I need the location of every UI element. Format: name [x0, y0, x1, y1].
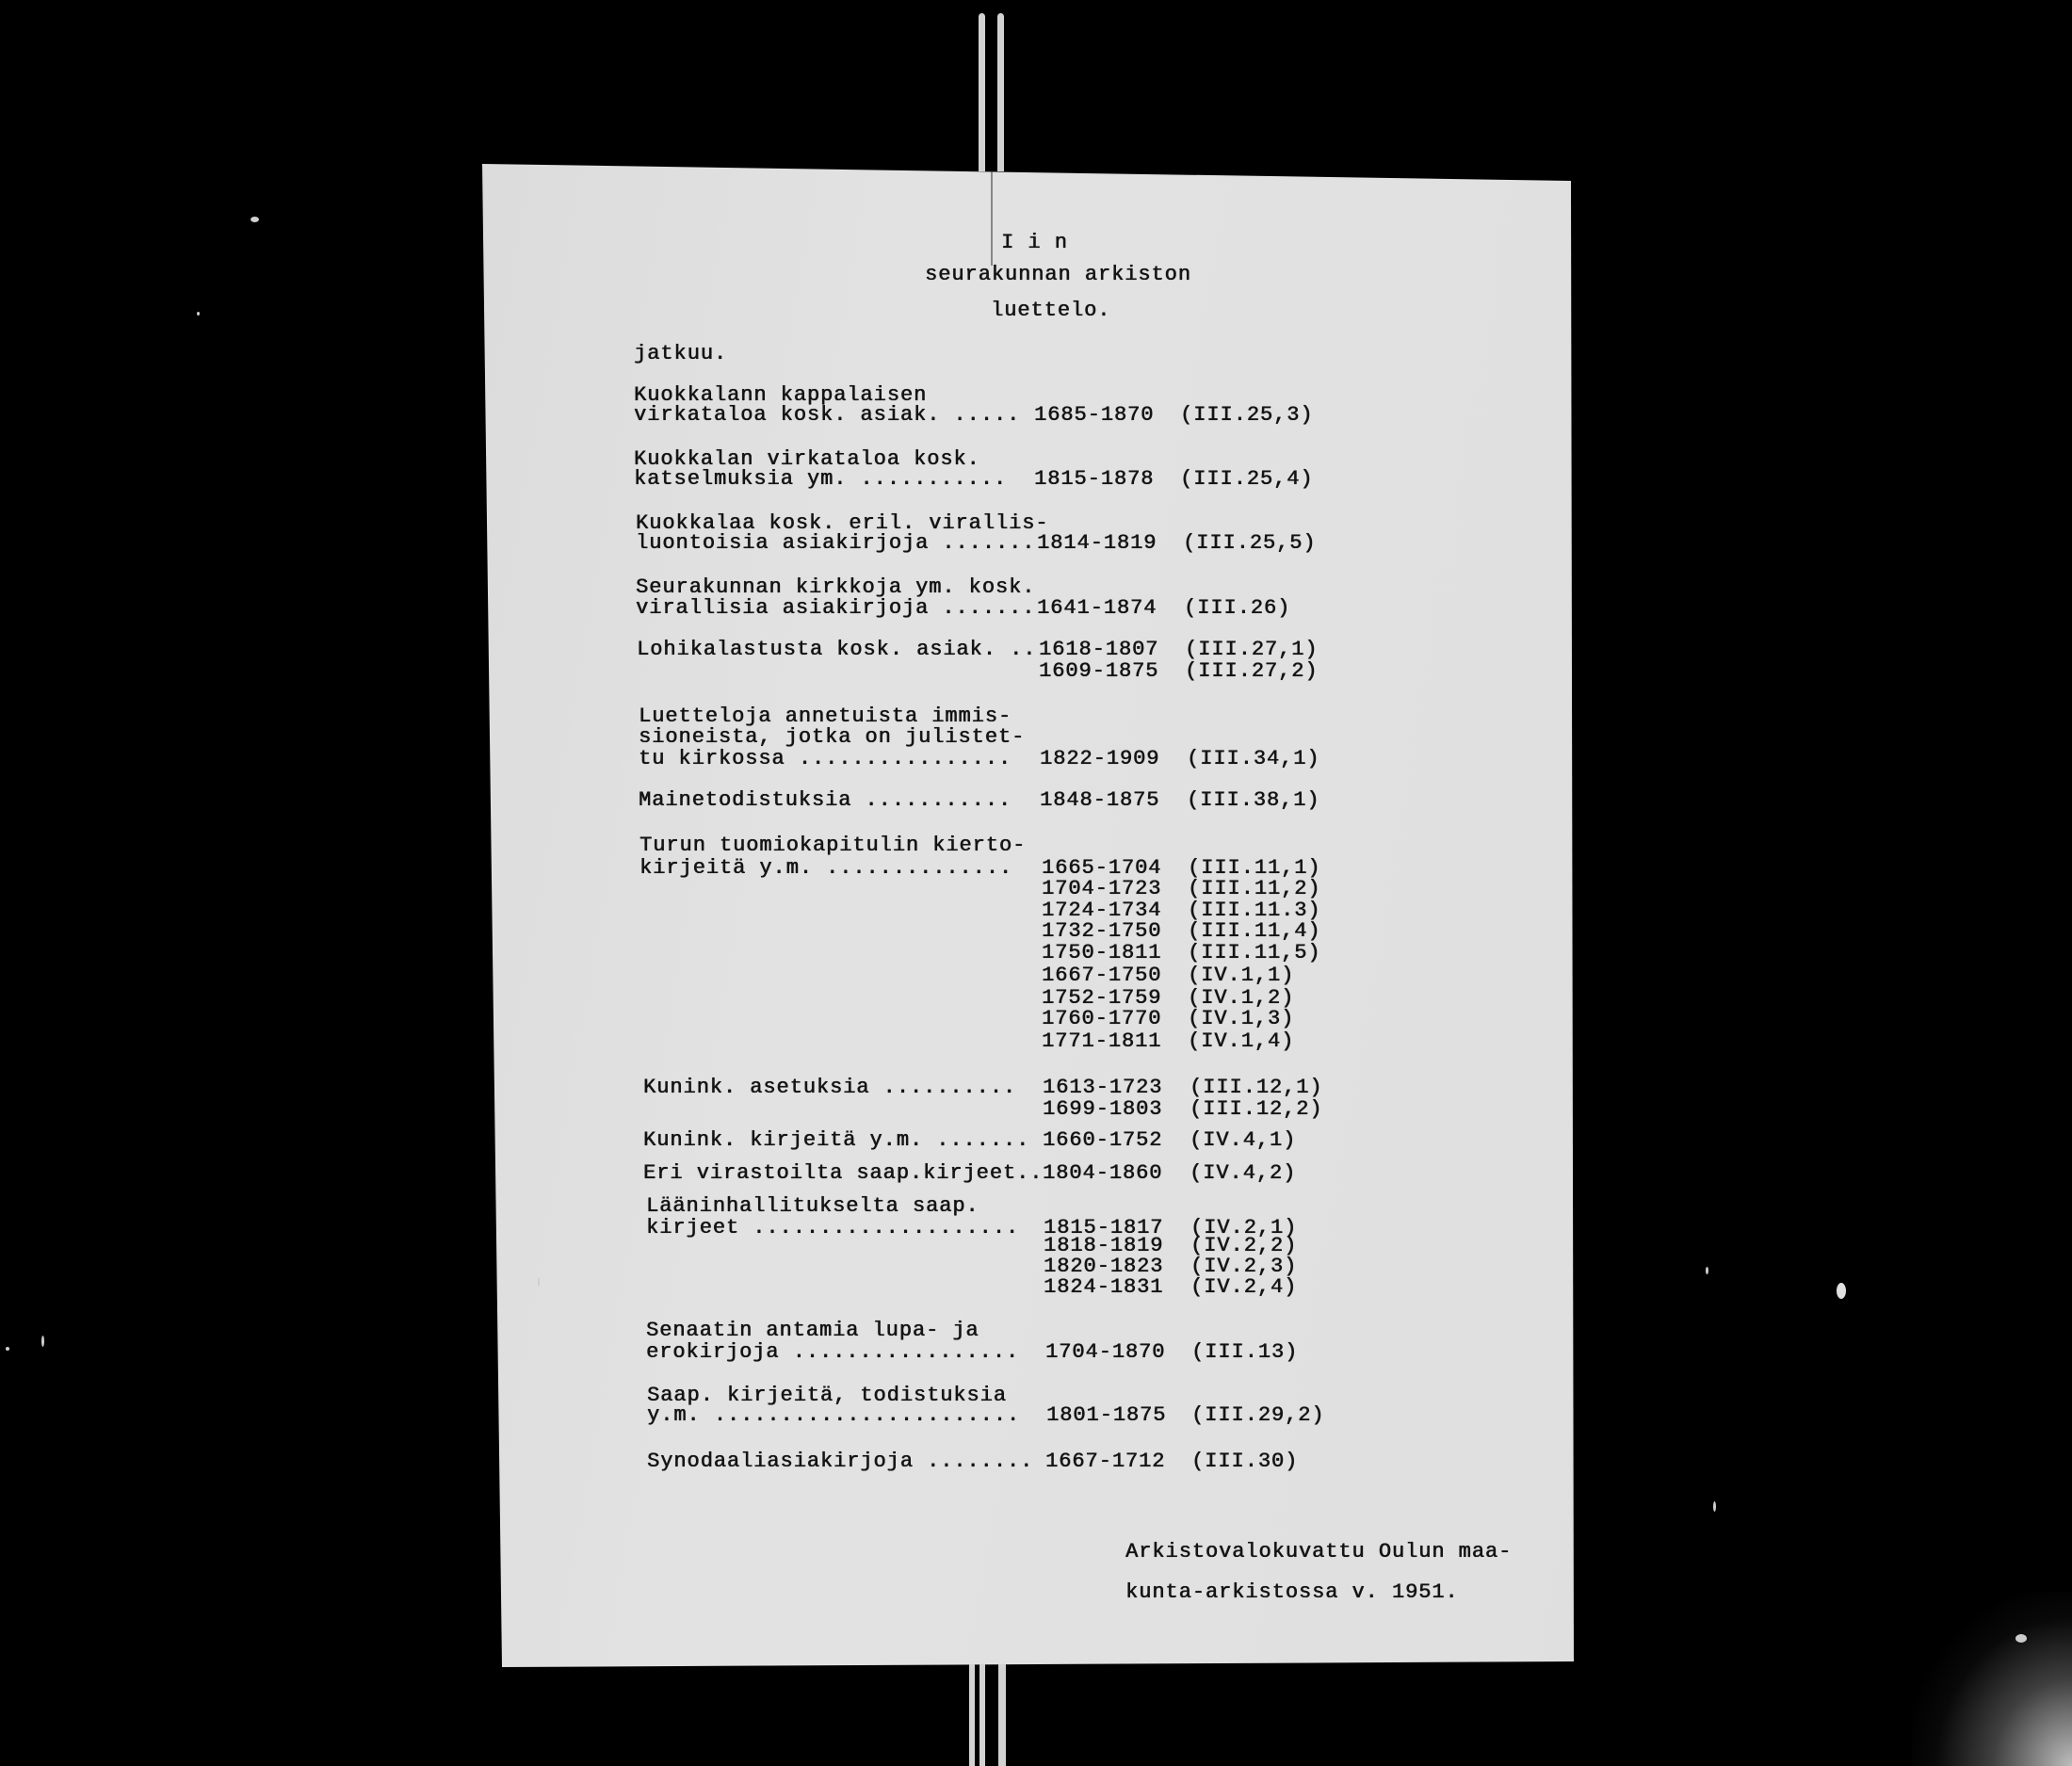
entry-date-range: 1699-1803	[1043, 1097, 1163, 1121]
entry-archive-code: (III.11,2)	[1188, 877, 1321, 900]
binding-strip-top-right	[997, 13, 1004, 171]
entry-description-line: Saap. kirjeitä, todistuksia	[647, 1384, 1007, 1407]
entry-description-line: y.m. .......................	[647, 1403, 1020, 1427]
entry-date-range: 1824-1831	[1044, 1275, 1164, 1299]
entry-description-line: Kuokkalaa kosk. eril. virallis-	[636, 511, 1049, 535]
entry-description-line: luontoisia asiakirjoja .......	[636, 531, 1036, 555]
entry-date-range: 1641-1874	[1037, 596, 1157, 620]
entry-description-line: Synodaaliasiakirjoja ........	[647, 1450, 1034, 1473]
dust-speck	[1837, 1283, 1846, 1299]
entry-archive-code: (IV.2,3)	[1190, 1255, 1298, 1278]
entry-archive-code: (III.27,2)	[1185, 659, 1319, 683]
continuation-note: jatkuu.	[634, 342, 727, 365]
entry-date-range: 1814-1819	[1037, 531, 1157, 555]
entry-description-line: tu kirkossa ................	[639, 747, 1012, 770]
entry-description-line: Senaatin antamia lupa- ja	[646, 1319, 979, 1342]
entry-archive-code: (III.13)	[1191, 1340, 1299, 1364]
entry-description-line: Kunink. kirjeitä y.m. .......	[643, 1128, 1030, 1152]
binding-strip-bottom-left	[969, 1664, 975, 1766]
film-light-leak	[1912, 1592, 2072, 1766]
entry-archive-code: (III.27,1)	[1185, 638, 1319, 661]
entry-archive-code: (IV.1,4)	[1188, 1029, 1295, 1053]
entry-archive-code: (IV.1,3)	[1188, 1007, 1295, 1030]
entry-archive-code: (III.11,5)	[1188, 941, 1321, 964]
entry-description-line: virallisia asiakirjoja .......	[636, 596, 1036, 620]
entry-archive-code: (III.25,5)	[1183, 531, 1317, 555]
entry-archive-code: (IV.1,2)	[1188, 986, 1295, 1010]
entry-archive-code: (IV.2,4)	[1190, 1275, 1298, 1299]
entry-date-range: 1609-1875	[1039, 659, 1159, 683]
dust-speck	[538, 1277, 540, 1287]
entry-description-line: Seurakunnan kirkkoja ym. kosk.	[636, 575, 1036, 599]
entry-archive-code: (III.12,1)	[1190, 1076, 1323, 1099]
entry-archive-code: (IV.4,1)	[1190, 1128, 1297, 1152]
entry-archive-code: (III.30)	[1191, 1450, 1299, 1473]
entry-description-line: kirjeet ....................	[646, 1216, 1019, 1239]
entry-date-range: 1613-1723	[1043, 1076, 1163, 1099]
entry-date-range: 1667-1750	[1042, 964, 1162, 987]
entry-description-line: Mainetodistuksia ...........	[639, 788, 1012, 812]
entry-description-line: Kuokkalan virkataloa kosk.	[634, 447, 980, 471]
entry-description-line: kirjeitä y.m. ..............	[639, 856, 1012, 880]
entry-date-range: 1618-1807	[1039, 638, 1159, 661]
document-title-parish: I i n	[1001, 231, 1068, 254]
entry-date-range: 1732-1750	[1042, 919, 1162, 943]
entry-archive-code: (III.25,3)	[1180, 403, 1314, 427]
entry-description-line: Eri virastoilta saap.kirjeet..	[643, 1161, 1044, 1185]
entry-description-line: Kuokkalann kappalaisen	[634, 383, 928, 407]
entry-date-range: 1804-1860	[1043, 1161, 1163, 1185]
dust-speck	[1706, 1267, 1708, 1274]
entry-archive-code: (III.11.3)	[1188, 899, 1321, 922]
entry-date-range: 1815-1817	[1044, 1216, 1164, 1239]
entry-date-range: 1704-1723	[1042, 877, 1162, 900]
entry-date-range: 1750-1811	[1042, 941, 1162, 964]
entry-date-range: 1760-1770	[1042, 1007, 1162, 1030]
document-title-line: luettelo.	[991, 299, 1111, 322]
footer-note-line: Arkistovalokuvattu Oulun maa-	[1125, 1540, 1513, 1563]
binding-strip-bottom-middle	[979, 1664, 985, 1766]
entry-description-line: Kunink. asetuksia ..........	[643, 1076, 1016, 1099]
binding-strip-top-left	[979, 13, 985, 171]
entry-description-line: Luetteloja annetuista immis-	[639, 705, 1012, 728]
dust-speck	[41, 1336, 44, 1347]
entry-description-line: sioneista, jotka on julistet-	[639, 725, 1026, 749]
dust-speck	[6, 1347, 9, 1351]
entry-date-range: 1771-1811	[1042, 1029, 1162, 1053]
entry-archive-code: (III.11,4)	[1188, 919, 1321, 943]
entry-date-range: 1818-1819	[1044, 1234, 1164, 1257]
entry-archive-code: (III.11,1)	[1188, 856, 1321, 880]
dust-speck	[251, 217, 259, 222]
document-title-line: seurakunnan arkiston	[925, 263, 1191, 286]
entry-date-range: 1660-1752	[1043, 1128, 1163, 1152]
entry-date-range: 1704-1870	[1045, 1340, 1166, 1364]
entry-description-line: Lääninhallitukselta saap.	[646, 1194, 979, 1218]
entry-archive-code: (III.29,2)	[1191, 1403, 1325, 1427]
entry-description-line: Turun tuomiokapitulin kierto-	[639, 834, 1027, 857]
entry-archive-code: (III.38,1)	[1187, 788, 1320, 812]
entry-archive-code: (III.12,2)	[1190, 1097, 1323, 1121]
entry-date-range: 1752-1759	[1042, 986, 1162, 1010]
entry-date-range: 1822-1909	[1040, 747, 1160, 770]
entry-archive-code: (III.34,1)	[1187, 747, 1320, 770]
entry-date-range: 1665-1704	[1042, 856, 1162, 880]
entry-archive-code: (III.26)	[1184, 596, 1291, 620]
dust-speck	[1713, 1501, 1716, 1512]
entry-archive-code: (IV.2,1)	[1190, 1216, 1298, 1239]
paper-crease-mark	[991, 171, 993, 266]
entry-date-range: 1667-1712	[1045, 1450, 1166, 1473]
entry-date-range: 1801-1875	[1046, 1403, 1167, 1427]
entry-date-range: 1820-1823	[1044, 1255, 1164, 1278]
entry-description-line: katselmuksia ym. ...........	[634, 467, 1007, 491]
entry-archive-code: (IV.1,1)	[1188, 964, 1295, 987]
entry-date-range: 1685-1870	[1034, 403, 1155, 427]
footer-note-line: kunta-arkistossa v. 1951.	[1125, 1580, 1459, 1604]
entry-archive-code: (III.25,4)	[1180, 467, 1314, 491]
entry-archive-code: (IV.4,2)	[1190, 1161, 1297, 1185]
dust-speck	[197, 312, 200, 316]
entry-date-range: 1815-1878	[1034, 467, 1155, 491]
entry-date-range: 1724-1734	[1042, 899, 1162, 922]
entry-description-line: erokirjoja .................	[646, 1340, 1019, 1364]
entry-archive-code: (IV.2,2)	[1190, 1234, 1298, 1257]
entry-date-range: 1848-1875	[1040, 788, 1160, 812]
binding-strip-bottom-right	[998, 1664, 1006, 1766]
entry-description-line: Lohikalastusta kosk. asiak. ..	[637, 638, 1037, 661]
entry-description-line: virkataloa kosk. asiak. .....	[634, 403, 1021, 427]
